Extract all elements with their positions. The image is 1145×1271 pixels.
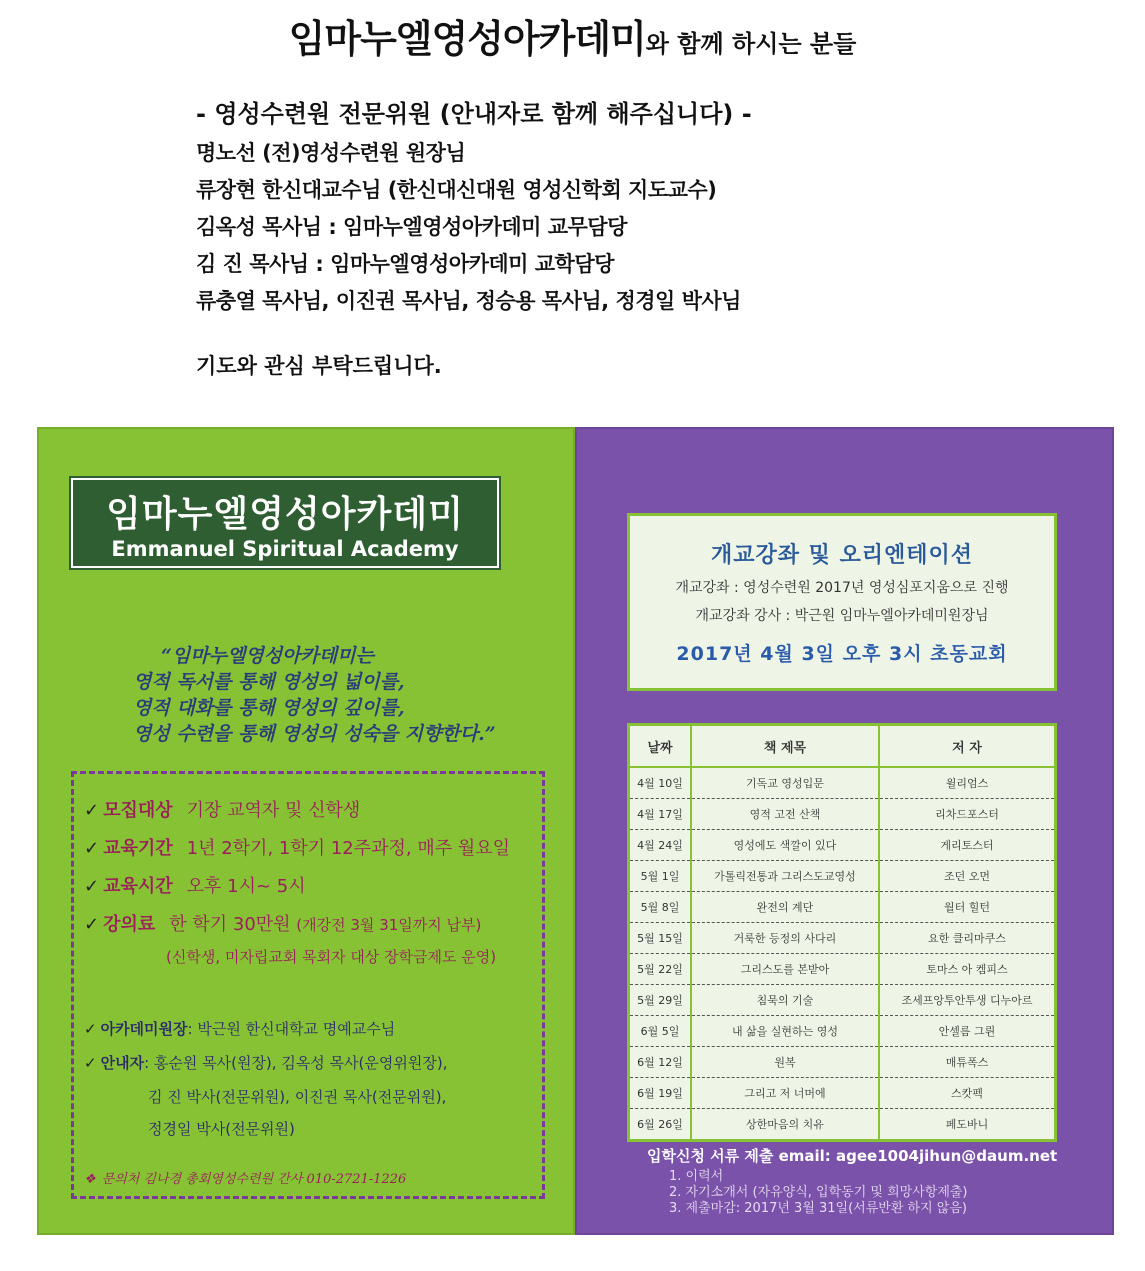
table-row <box>629 954 1056 985</box>
book-title-cell: 원복 <box>691 1047 879 1078</box>
table-row <box>629 767 1056 799</box>
check-icon: ✓ <box>84 876 100 897</box>
table-row <box>629 1109 1056 1141</box>
date-cell: 5월 22일 <box>629 954 692 985</box>
info-label: 강의료 <box>103 914 156 935</box>
book-title-cell: 침묵의 기술 <box>691 985 879 1016</box>
scholarship-note: (신학생, 미자립교회 목회자 대상 장학금제도 운영) <box>166 948 497 966</box>
info-value: 오후 1시~ 5시 <box>186 876 306 897</box>
book-title-cell: 그리고 저 너머에 <box>691 1078 879 1109</box>
motto-line: 영적 대화를 통해 영성의 깊이를, <box>133 697 405 719</box>
member-line: 김 진 목사님 : 임마누엘영성아카데미 교학담당 <box>196 252 614 276</box>
info-note: (개강전 3월 31일까지 납부) <box>296 916 482 934</box>
orientation-title: 개교강좌 및 오리엔테이션 <box>710 543 974 568</box>
page-title <box>0 8 1145 63</box>
author-cell: 토마스 아 켐피스 <box>879 954 1056 985</box>
check-icon: ✓ <box>84 1054 97 1072</box>
author-cell: 리차드포스터 <box>879 799 1056 830</box>
table-row <box>629 923 1056 954</box>
table-row <box>629 1078 1056 1109</box>
info-value: 한 학기 30만원 <box>169 914 291 935</box>
academy-logo <box>71 478 499 568</box>
staff-label: 아카데미원장 <box>100 1020 188 1038</box>
guide-line: 김 진 박사(전문위원), 이진권 목사(전문위원), <box>148 1088 447 1106</box>
table-row <box>629 892 1056 923</box>
prayer-request: 기도와 관심 부탁드립니다. <box>196 354 442 378</box>
book-title-cell: 상한마음의 치유 <box>691 1109 879 1141</box>
member-line: 류장현 한신대교수님 (한신대신대원 영성신학회 지도교수) <box>196 178 717 202</box>
application-list <box>669 1169 968 1217</box>
check-icon: ✓ <box>84 914 100 935</box>
members-heading: - 영성수련원 전문위원 (안내자로 함께 해주십니다) - <box>196 100 752 128</box>
member-line: 류충열 목사님, 이진권 목사님, 정승용 목사님, 정경일 박사님 <box>196 289 741 313</box>
book-title-cell: 내 삶을 실현하는 영성 <box>691 1016 879 1047</box>
page-title-main: 임마누엘영성아카데미 <box>288 17 646 61</box>
contact-text: 문의처 김나경 총회영성수련원 간사 010-2721-1226 <box>101 1172 407 1187</box>
info-target <box>84 796 360 822</box>
info-time <box>84 872 306 898</box>
info-fee <box>84 910 481 936</box>
book-title-cell: 그리스도를 본받아 <box>691 954 879 985</box>
academy-flyer <box>37 427 1114 1235</box>
info-label: 교육기간 <box>103 838 173 859</box>
application-title: 입학신청 서류 제출 email: agee1004jihun@daum.net <box>647 1147 1058 1165</box>
staff-value: : 박근원 한신대학교 명예교수님 <box>187 1020 396 1038</box>
table-row <box>629 830 1056 861</box>
table-row <box>629 1016 1056 1047</box>
guide-line: 정경일 박사(전문위원) <box>148 1120 295 1138</box>
table-row <box>629 985 1056 1016</box>
members-section <box>196 94 752 320</box>
application-item: 1. 이력서 <box>669 1169 724 1184</box>
table-row <box>629 861 1056 892</box>
application-item: 2. 자기소개서 (자유양식, 입학동기 및 희망사항제출) <box>669 1185 968 1200</box>
book-title-cell: 영성에도 색깔이 있다 <box>691 830 879 861</box>
book-title-cell: 가톨릭전통과 그리스도교영성 <box>691 861 879 892</box>
author-cell: 안셀름 그륀 <box>879 1016 1056 1047</box>
flyer-left-panel <box>37 427 575 1235</box>
application-item: 3. 제출마감: 2017년 3월 31일(서류반환 하지 않음) <box>669 1201 967 1216</box>
page-title-suffix: 와 함께 하시는 분들 <box>645 30 857 58</box>
orientation-box <box>627 513 1057 691</box>
member-line: 명노선 (전)영성수련원 원장님 <box>196 141 466 165</box>
motto-line: “임마누엘영성아카데미는 <box>161 645 374 667</box>
column-header: 날짜 <box>629 725 692 768</box>
info-label: 모집대상 <box>103 800 173 821</box>
author-cell: 요한 클리마쿠스 <box>879 923 1056 954</box>
table-header-row <box>629 725 1056 768</box>
author-cell: 게리토스터 <box>879 830 1056 861</box>
motto-line: 영적 독서를 통해 영성의 넓이를, <box>133 671 405 693</box>
date-cell: 6월 5일 <box>629 1016 692 1047</box>
column-header: 저 자 <box>879 725 1056 768</box>
book-title-cell: 완전의 계단 <box>691 892 879 923</box>
staff-value: : 홍순원 목사(원장), 김옥성 목사(운영위원장), <box>144 1054 448 1072</box>
author-cell: 조세프앙투안투생 디누아르 <box>879 985 1056 1016</box>
author-cell: 스캇펙 <box>879 1078 1056 1109</box>
date-cell: 4월 24일 <box>629 830 692 861</box>
author-cell: 페도바니 <box>879 1109 1056 1141</box>
check-icon: ✓ <box>84 800 100 821</box>
schedule-table <box>627 723 1057 1142</box>
info-value: 1년 2학기, 1학기 12주과정, 매주 월요일 <box>186 838 511 859</box>
orientation-date: 2017년 4월 3일 오후 3시 초동교회 <box>676 643 1008 665</box>
date-cell: 6월 26일 <box>629 1109 692 1141</box>
orientation-line: 개교강좌 강사 : 박근원 임마누엘아카데미원장님 <box>695 608 989 624</box>
table-row <box>629 799 1056 830</box>
book-title-cell: 기독교 영성입문 <box>691 767 879 799</box>
author-cell: 월터 힐턴 <box>879 892 1056 923</box>
course-info-box <box>71 771 545 1199</box>
date-cell: 4월 10일 <box>629 767 692 799</box>
info-director <box>84 1018 395 1039</box>
orientation-line: 개교강좌 : 영성수련원 2017년 영성심포지움으로 진행 <box>675 580 1009 596</box>
table-row <box>629 1047 1056 1078</box>
date-cell: 6월 19일 <box>629 1078 692 1109</box>
date-cell: 5월 1일 <box>629 861 692 892</box>
author-cell: 윌리엄스 <box>879 767 1056 799</box>
info-period <box>84 834 510 860</box>
date-cell: 5월 15일 <box>629 923 692 954</box>
check-icon: ✓ <box>84 838 100 859</box>
date-cell: 5월 29일 <box>629 985 692 1016</box>
author-cell: 매튜폭스 <box>879 1047 1056 1078</box>
info-guides <box>84 1052 447 1073</box>
info-label: 교육시간 <box>103 876 173 897</box>
academy-motto <box>133 643 496 747</box>
date-cell: 4월 17일 <box>629 799 692 830</box>
motto-line: 영성 수련을 통해 영성의 성숙을 지향한다.” <box>133 723 496 745</box>
author-cell: 조던 오먼 <box>879 861 1056 892</box>
member-line: 김옥성 목사님 : 임마누엘영성아카데미 교무담당 <box>196 215 627 239</box>
date-cell: 5월 8일 <box>629 892 692 923</box>
check-icon: ✓ <box>84 1020 97 1038</box>
logo-korean: 임마누엘영성아카데미 <box>106 494 464 535</box>
book-title-cell: 거룩한 등정의 사다리 <box>691 923 879 954</box>
logo-english: Emmanuel Spiritual Academy <box>111 537 459 561</box>
date-cell: 6월 12일 <box>629 1047 692 1078</box>
info-value: 기장 교역자 및 신학생 <box>186 800 361 821</box>
contact-info <box>84 1168 406 1187</box>
diamond-icon: ❖ <box>84 1172 96 1187</box>
flyer-right-panel <box>575 427 1114 1235</box>
book-title-cell: 영적 고전 산책 <box>691 799 879 830</box>
staff-label: 안내자 <box>100 1054 145 1072</box>
column-header: 책 제목 <box>691 725 879 768</box>
